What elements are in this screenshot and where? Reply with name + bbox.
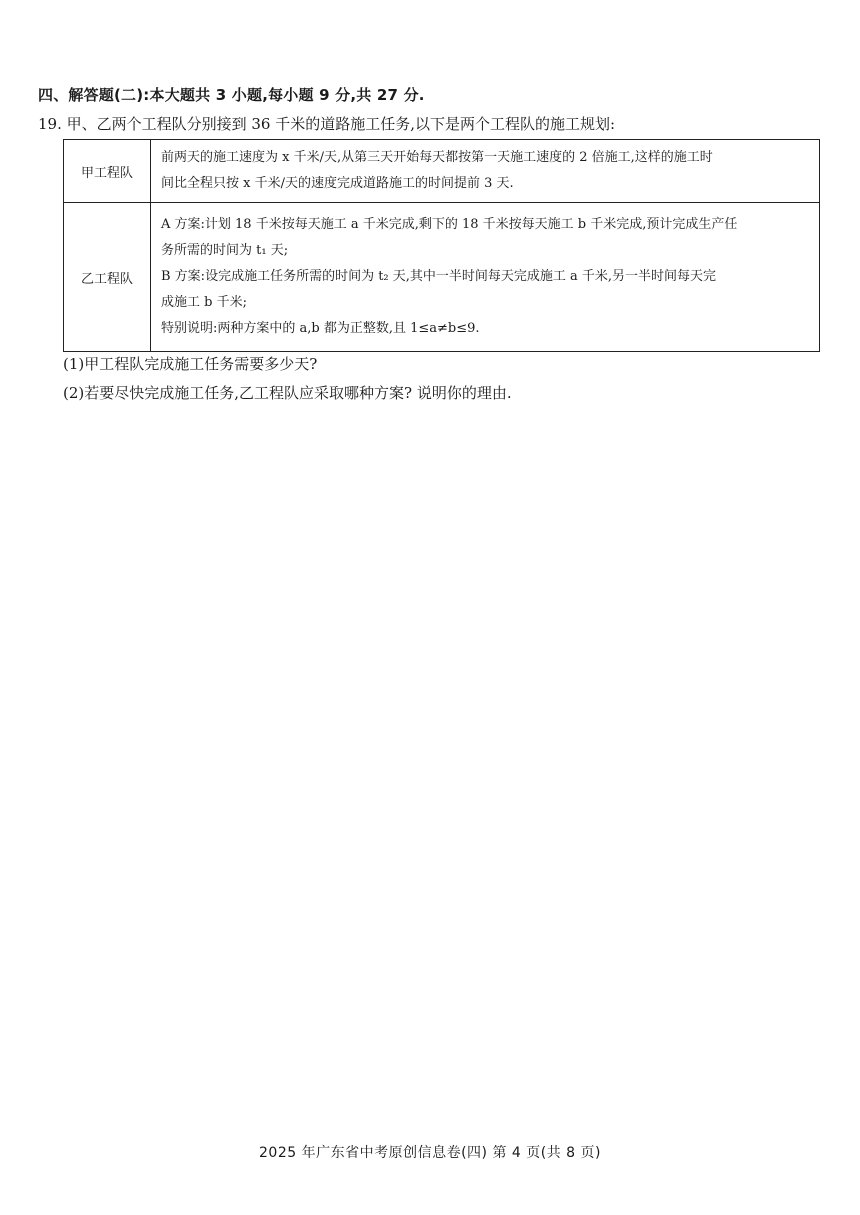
section-heading: 四、解答题(二):本大题共 3 小题,每小题 9 分,共 27 分. — [38, 86, 425, 104]
plan-line: A 方案:计划 18 千米按每天施工 a 千米完成,剩下的 18 千米按每天施工 b 千米完成,预计完成生产任 — [161, 217, 738, 232]
sub-question-2: (2)若要尽快完成施工任务,乙工程队应采取哪种方案? 说明你的理由. — [63, 384, 512, 402]
page-footer: 2025 年广东省中考原创信息卷(四) 第 4 页(共 8 页) — [259, 1145, 601, 1161]
team-name-yi: 乙工程队 — [64, 203, 151, 352]
special-note: 特别说明:两种方案中的 a,b 都为正整数,且 1≤a≠b≤9. — [161, 321, 480, 336]
plan-line: 前两天的施工速度为 x 千米/天,从第三天开始每天都按第一天施工速度的 2 倍施工,这样的施工时 — [161, 150, 713, 165]
plan-line: 成施工 b 千米; — [161, 295, 247, 310]
sub-questions — [63, 350, 512, 408]
team-plan-jia — [151, 140, 820, 203]
sub-question-1: (1)甲工程队完成施工任务需要多少天? — [63, 355, 318, 373]
question-stem: 19. 甲、乙两个工程队分别接到 36 千米的道路施工任务,以下是两个工程队的施工规划: — [38, 115, 616, 133]
table-row-yi — [64, 203, 820, 352]
team-plan-yi — [151, 203, 820, 352]
construction-plan-table — [63, 139, 820, 352]
team-name-jia: 甲工程队 — [64, 140, 151, 203]
table-row-jia — [64, 140, 820, 203]
plan-line: B 方案:设完成施工任务所需的时间为 t₂ 天,其中一半时间每天完成施工 a 千米,另一半时间每天完 — [161, 269, 717, 284]
plan-line: 务所需的时间为 t₁ 天; — [161, 243, 289, 258]
plan-line: 间比全程只按 x 千米/天的速度完成道路施工的时间提前 3 天. — [161, 176, 514, 191]
